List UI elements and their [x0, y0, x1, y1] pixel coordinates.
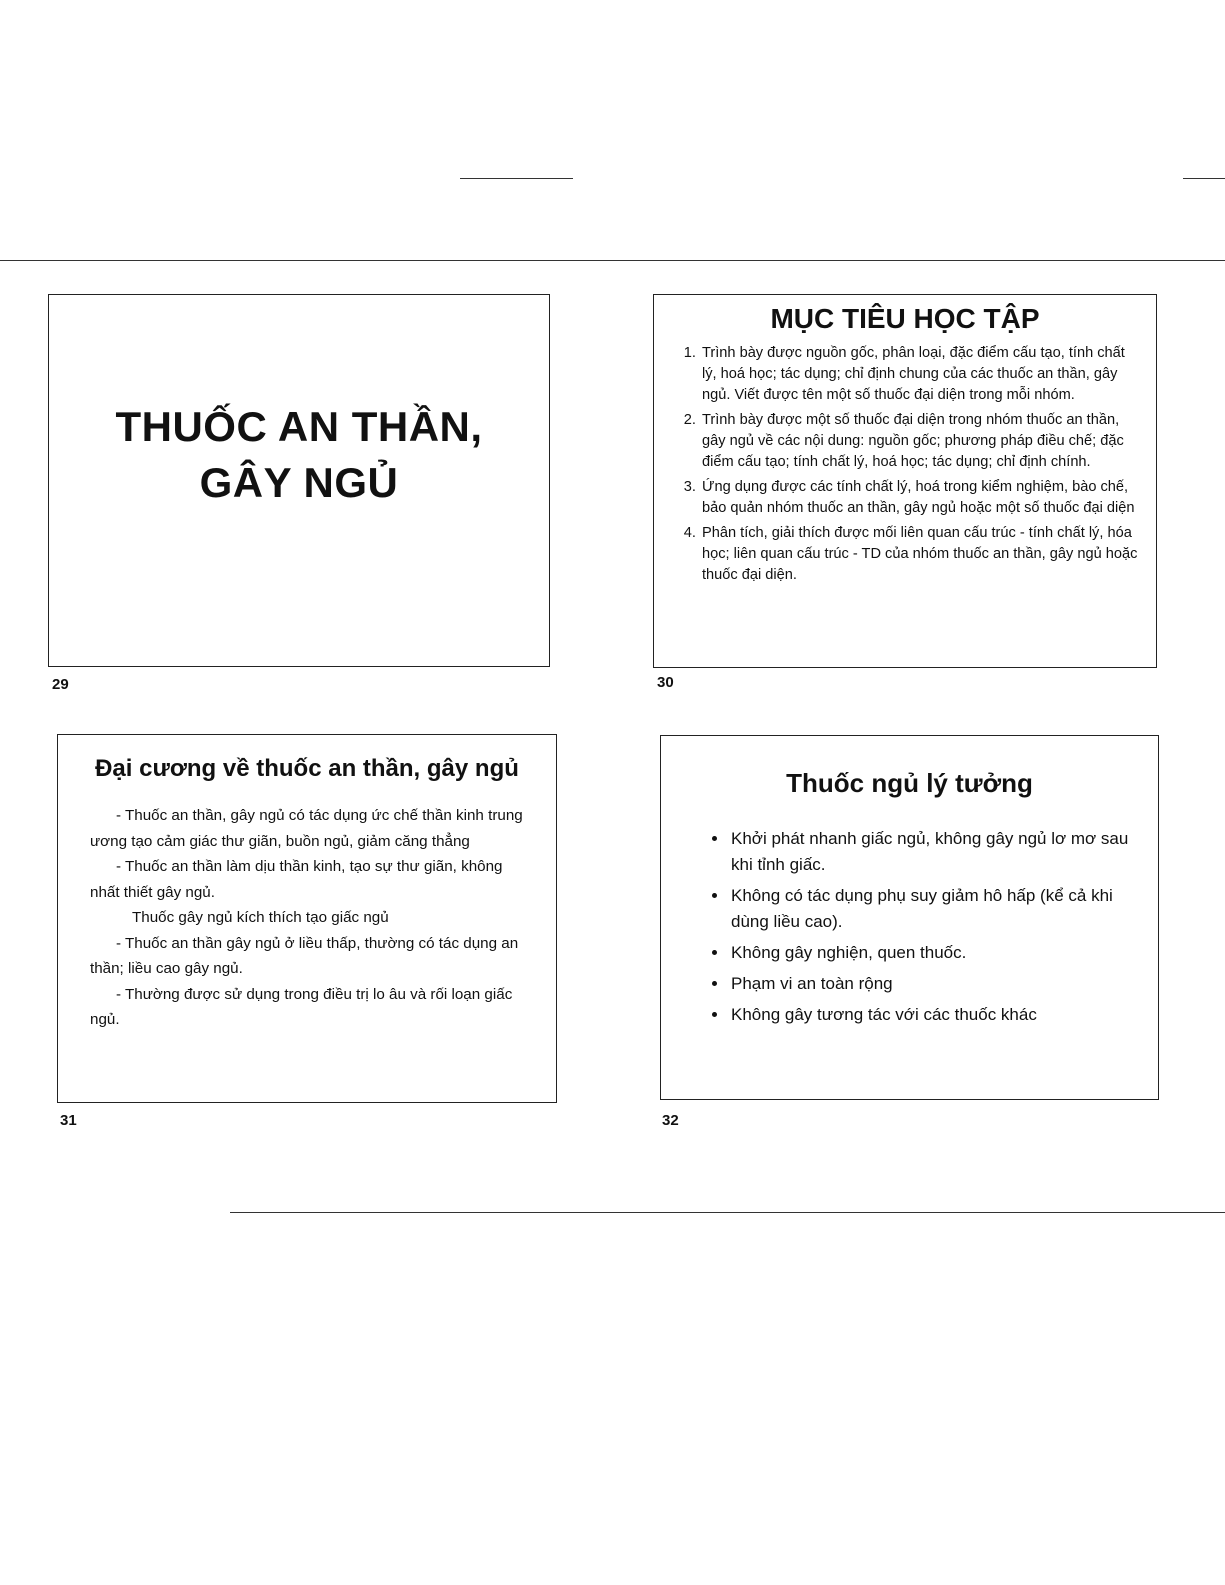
slide-31-body	[90, 803, 532, 1033]
top-rule-short	[460, 178, 573, 179]
objective-item: 4. Phân tích, giải thích được mối liên quan cấu trúc - tính chất lý, hóa học; liên quan cấu trúc - TD của nhóm thuốc an thần, gây ngủ hoặc thuốc đại diện.	[700, 523, 1140, 586]
slide-32-number: 32	[662, 1112, 679, 1129]
bullet-item: • Khởi phát nhanh giấc ngủ, không gây ngủ lơ mơ sau khi tỉnh giấc.	[729, 826, 1140, 878]
objective-item: 2. Trình bày được một số thuốc đại diện trong nhóm thuốc an thần, gây ngủ về các nội dung: nguồn gốc; phương pháp điều chế; đặc điểm cấu tạo; tính chất lý, hoá học; tác dụng; chỉ định chính.	[700, 410, 1140, 473]
slide-30	[653, 294, 1157, 668]
slide-29-title-line2: GÂY NGỦ	[199, 459, 399, 506]
slide-31-number: 31	[60, 1112, 77, 1129]
body-paragraph: Thuốc gây ngủ kích thích tạo giấc ngủ	[132, 909, 389, 926]
upper-divider	[0, 260, 1225, 261]
slide-29-number: 29	[52, 676, 69, 693]
slide-29	[48, 294, 550, 667]
body-paragraph: - Thuốc an thần gây ngủ ở liều thấp, thường có tác dụng an thần; liều cao gây ngủ.	[90, 934, 519, 977]
slide-29-title	[49, 399, 549, 511]
body-paragraph: - Thuốc an thần làm dịu thần kinh, tạo sự thư giãn, không nhất thiết gây ngủ.	[90, 858, 503, 901]
slide-32-title: Thuốc ngủ lý tưởng	[786, 768, 1033, 798]
slide-30-number: 30	[657, 674, 674, 691]
body-paragraph: - Thường được sử dụng trong điều trị lo âu và rối loạn giấc ngủ.	[90, 985, 513, 1028]
bullet-item: • Không gây tương tác với các thuốc khác	[729, 1002, 1140, 1028]
bullet-item: • Không gây nghiện, quen thuốc.	[729, 940, 1140, 966]
lower-divider	[230, 1212, 1225, 1213]
objectives-list	[680, 343, 1140, 590]
slide-29-title-line1: THUỐC AN THẦN,	[115, 403, 483, 450]
top-rule-right-stub	[1183, 178, 1225, 179]
slide-31-title: Đại cương về thuốc an thần, gây ngủ	[95, 755, 519, 782]
body-paragraph: - Thuốc an thần, gây ngủ có tác dụng ức chế thần kinh trung ương tạo cảm giác thư giãn, buồn ngủ, giảm căng thẳng	[90, 807, 523, 850]
bullet-item: • Phạm vi an toàn rộng	[729, 971, 1140, 997]
bullet-item: • Không có tác dụng phụ suy giảm hô hấp (kể cả khi dùng liều cao).	[729, 883, 1140, 935]
objective-item: 1. Trình bày được nguồn gốc, phân loại, đặc điểm cấu tạo, tính chất lý, hoá học; tác dụng; chỉ định chung của các thuốc an thần, gây ngủ. Viết được tên một số thuốc đại diện trong mỗi nhóm.	[700, 343, 1140, 406]
slide-31	[57, 734, 557, 1103]
slide-32	[660, 735, 1159, 1100]
ideal-properties-list	[709, 826, 1140, 1033]
slide-30-title: MỤC TIÊU HỌC TẬP	[770, 303, 1040, 334]
objective-item: 3. Ứng dụng được các tính chất lý, hoá trong kiểm nghiệm, bào chế, bảo quản nhóm thuốc an thần, gây ngủ hoặc một số thuốc đại diện	[700, 477, 1140, 519]
